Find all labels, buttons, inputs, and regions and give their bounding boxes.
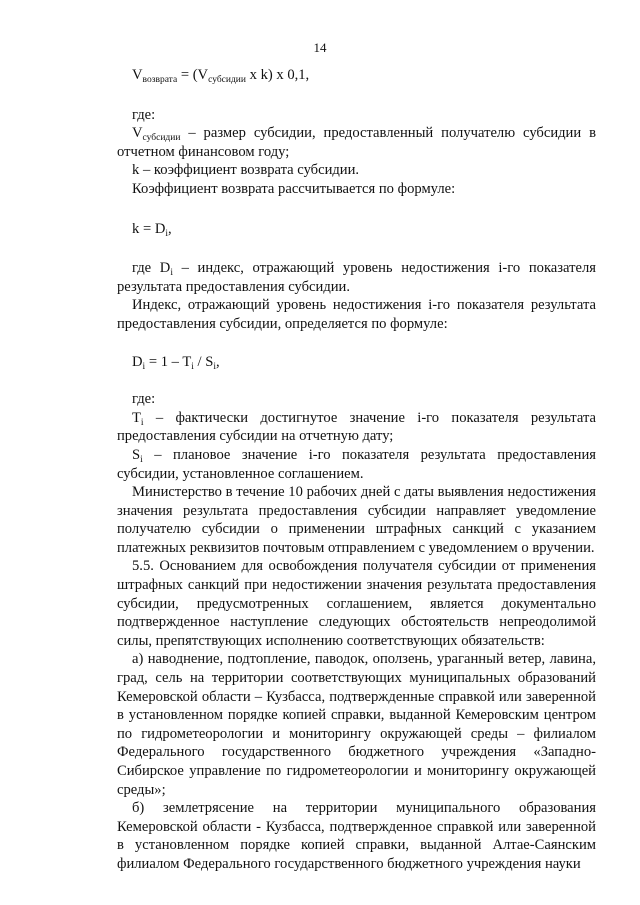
force-majeure-item-b: б) землетрясение на территории муниципального образования Кемеровской области - Кузбасса, подтвержденное справкой или заверенной в установленном порядке копией справки, выданной Алтае-Саянским филиалом Федерального государственного бюджетного учреждения науки (117, 800, 596, 872)
definition-di (117, 259, 596, 296)
formula-di-d-subscript: i (142, 361, 146, 372)
definition-di-text: – индекс, отражающий уровень недостижения i-го показателя результата предоставления субсидии. (117, 260, 596, 295)
definition-v-subsidy (117, 124, 596, 161)
formula-return-subscript: возврата (142, 75, 178, 85)
ministry-notification-paragraph: Министерство в течение 10 рабочих дней с даты выявления недостижения значения результата предоставления субсидии направляет уведомление получателю субсидии о применении штрафных санкций с указанием платежных реквизитов почтовым отправлением с уведомлением о вручении. (117, 484, 596, 556)
formula-di-tail: , (216, 353, 220, 370)
formula-di-d: D (132, 353, 143, 370)
coefficient-formula-intro: Коэффициент возврата рассчитывается по формуле: (132, 180, 456, 197)
formula-di-mid2: / S (193, 353, 214, 370)
paragraph-5-5: 5.5. Основанием для освобождения получателя субсидии от применения штрафных санкций при недостижении значения результата предоставления субсидии, предусмотренных соглашением, является документально подтвержденное наступление следующих обстоятельств непреодолимой силы, препятствующих исполнению соответствующих обязательств: (117, 558, 596, 649)
definition-ti-subscript: i (140, 417, 144, 428)
formula-return-amount (117, 66, 596, 85)
definition-si-subscript: i (140, 454, 143, 465)
definition-si-text: – плановое значение i-го показателя результата предоставления субсидии, установленное соглашением. (117, 446, 596, 482)
document-body (117, 66, 596, 874)
formula-k-tail: , (168, 220, 172, 237)
formula-subsidy-subscript: субсидии (208, 75, 246, 85)
definition-si (117, 446, 596, 483)
formula-return-mid: = (V (177, 67, 209, 83)
definition-ti-text: – фактически достигнутое значение i-го показателя результата предоставления субсидии на отчетную дату; (117, 409, 596, 445)
page-number: 14 (313, 40, 327, 55)
definition-di-lead: где D (132, 260, 171, 277)
where-label-2: где: (132, 391, 156, 408)
formula-k-subscript: i (165, 228, 169, 239)
formula-di (117, 353, 596, 372)
definition-v-text: – размер субсидии, предоставленный получателю субсидии в отчетном финансовом году; (117, 125, 596, 160)
force-majeure-item-a: а) наводнение, подтопление, паводок, оползень, ураганный ветер, лавина, град, сель на территории соответствующих муниципальных образований Кемеровской области – Кузбасса, подтвержденные справкой или заверенной в установленном порядке копией справки, выданной Кемеровским центром по гидрометеорологии и мониторингу окружающей среды – филиалом Федерального государственного бюджетного учреждения «Западно-Сибирское управление по гидрометеорологии и мониторингу окружающей среды»; (117, 651, 596, 798)
formula-k-left: k = D (132, 220, 166, 237)
formula-return-symbol: V (132, 67, 143, 83)
definition-ti (117, 409, 596, 446)
where-label-1: где: (132, 106, 156, 123)
definition-si-symbol: S (132, 446, 141, 463)
definition-di-subscript: i (170, 268, 173, 279)
definition-v-subscript: субсидии (142, 133, 181, 144)
index-formula-intro: Индекс, отражающий уровень недостижения i-го показателя результата предоставления субсидии, определяется по формуле: (117, 297, 596, 332)
definition-k: k – коэффициент возврата субсидии. (132, 162, 360, 179)
formula-return-tail: x k) x 0,1, (245, 67, 310, 83)
definition-v-symbol: V (132, 125, 143, 142)
formula-di-mid: = 1 – T (145, 353, 192, 370)
formula-di-t-subscript: i (191, 361, 194, 372)
formula-di-s-subscript: i (213, 361, 217, 372)
definition-ti-symbol: T (132, 409, 141, 426)
formula-k (117, 220, 596, 239)
